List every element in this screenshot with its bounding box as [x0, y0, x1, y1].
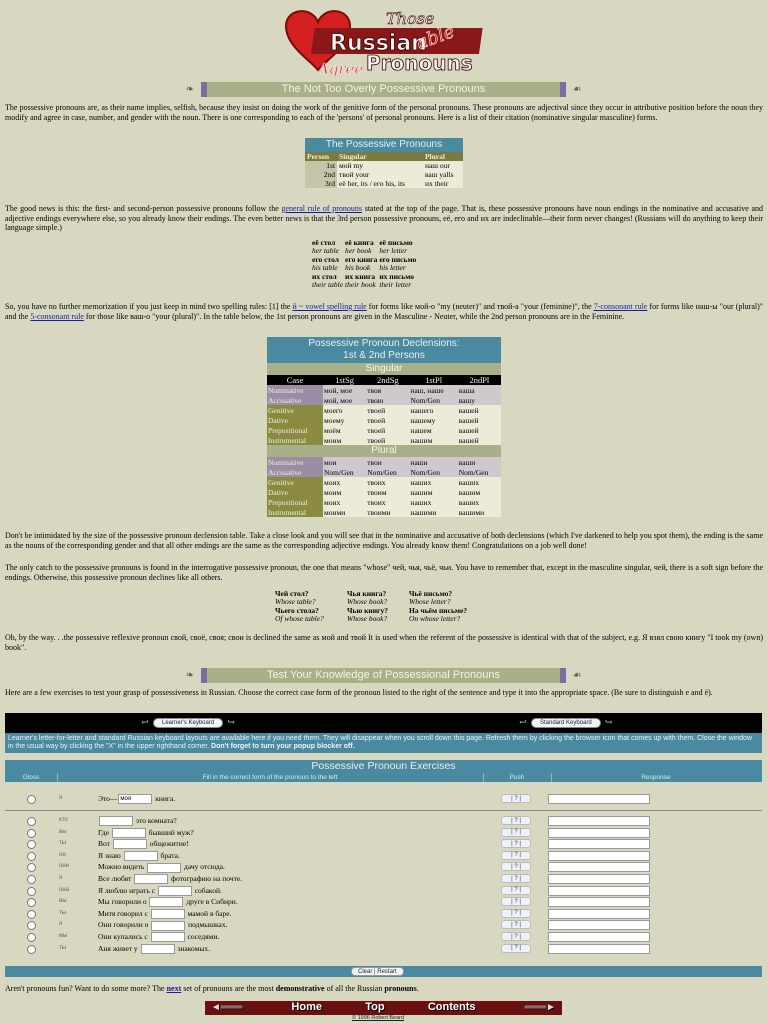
- declension-cell: Nom/Gen: [323, 467, 366, 477]
- gloss-pronoun: они: [59, 863, 70, 870]
- case-label: Prepositional: [267, 497, 323, 507]
- case-label: Dative: [267, 487, 323, 497]
- declension-cell: нашим: [409, 435, 457, 445]
- response-field: [548, 816, 650, 826]
- declension-table: Possessive Pronoun Declensions: 1st & 2nd Persons Singular Case 1stSg 2ndSg 1stPl 2ndPl Nominative мой, мое твоя наш, наше ваша Accusative мой, мое твою Nom/Gen вашу Genitive моего твоей нашего вашей Dative моему твоей нашему вашей Prepositional моём твоей нашем вашей Instrumental моим твоей нашим вашей Plural Nominative мои твои наши ваши Accusative Nom/Gen Nom/Gen Nom/Gen Nom/Gen Genitive моих твоих наших ваших Dative моим твоим нашим вашим Prepositional моих твоих наших ваших Instrumental моими твоими нашими вашими: [267, 337, 501, 517]
- declension-cell: твоей: [366, 405, 409, 415]
- exercise-row: [5, 944, 762, 955]
- declension-cell: моих: [323, 477, 366, 487]
- exercise-sentence: Можно видеть дачу отсюда.: [98, 862, 225, 872]
- declension-cell: вашими: [458, 507, 501, 517]
- declension-row: [267, 497, 501, 507]
- declension-cell: мои: [323, 457, 366, 467]
- declension-cell: нашего: [409, 405, 457, 415]
- answer-input[interactable]: [149, 897, 183, 907]
- answer-input[interactable]: [113, 839, 147, 849]
- section-title-bar: [179, 668, 588, 683]
- response-field: [548, 944, 650, 954]
- exercise-sentence: Они купались с соседями.: [98, 932, 220, 941]
- declension-cell: наших: [409, 497, 457, 507]
- exercise-sentence: Где бывший муж?: [98, 827, 194, 837]
- interrogative-paragraph: The only catch to the possessive pronouns is found in the interrogative possessive pronoun, the one that means "whose" чей, чья, чьё, чьи. You have to remember that, except in the masculine singular, чей, there is a soft sign before the endings. Otherwise, this possessive pronoun declines like all others.: [5, 563, 763, 582]
- answer-input[interactable]: [141, 944, 175, 954]
- seven-consonant-rule-link[interactable]: 7-consonant rule: [593, 302, 648, 311]
- exercises-column-headers: Gloss Fill in the correct form of the pronoun to the left Push Response: [5, 773, 762, 782]
- vowel-spelling-rule-link[interactable]: й ~ vowel spelling rule: [292, 302, 367, 311]
- gloss-radio[interactable]: [27, 817, 36, 826]
- gloss-pronoun: я: [59, 795, 63, 801]
- response-field: [548, 886, 650, 896]
- site-logo: [278, 4, 492, 76]
- swirl-arrow-icon: ↪: [227, 717, 235, 728]
- declension-row: [267, 415, 501, 425]
- push-hint-button[interactable]: | ? |: [501, 897, 531, 906]
- declension-row: [267, 507, 501, 517]
- swirl-ornament-icon: ☙: [572, 83, 582, 95]
- gloss-pronoun: ты: [59, 840, 67, 847]
- contents-button[interactable]: Contents: [427, 1001, 476, 1014]
- response-field: [548, 920, 650, 930]
- table-row: 3rd её her, its / его his, its их their: [305, 179, 463, 188]
- push-hint-button[interactable]: | ? |: [501, 874, 531, 883]
- gloss-radio[interactable]: [27, 852, 36, 861]
- possessive-pronouns-table: The Possessive Pronouns Person Singular Plural 1st мой my наш our 2nd твой your ваш yalls 3rd её her, its / его his, its их their: [305, 138, 463, 188]
- declension-cell: ваша: [458, 385, 501, 395]
- gloss-pronoun: вы: [59, 828, 67, 835]
- general-rule-link[interactable]: general rule of pronouns: [281, 204, 363, 213]
- plural-header: Plural: [267, 445, 501, 457]
- swirl-ornament-icon: ☙: [572, 669, 582, 681]
- swirl-arrow-icon: ↩: [141, 717, 149, 728]
- swirl-ornament-icon: ❧: [185, 83, 195, 95]
- response-field: [548, 839, 650, 849]
- gloss-pronoun: он: [59, 851, 66, 858]
- case-label: Nominative: [267, 457, 323, 467]
- singular-header: Singular: [267, 363, 501, 375]
- case-label: Nominative: [267, 385, 323, 395]
- declension-cell: твоим: [366, 487, 409, 497]
- declension-cell: наши: [409, 457, 457, 467]
- gloss-radio[interactable]: [27, 910, 36, 919]
- svg-text:able: able: [413, 21, 458, 54]
- case-label: Accusative: [267, 395, 323, 405]
- exercise-row: [5, 851, 762, 862]
- declension-cell: вашу: [458, 395, 501, 405]
- declension-cell: моих: [323, 497, 366, 507]
- push-hint-button[interactable]: | ? |: [501, 944, 531, 953]
- declension-cell: нашими: [409, 507, 457, 517]
- gloss-pronoun: ты: [59, 909, 67, 916]
- answer-input[interactable]: [112, 828, 146, 838]
- exercise-sentence: Я знаю брата.: [98, 850, 180, 860]
- push-hint-button[interactable]: | ? |: [501, 920, 531, 929]
- case-label: Genitive: [267, 477, 323, 487]
- table-row: 2nd твой your ваш yalls: [305, 170, 463, 179]
- declension-row: [267, 477, 501, 487]
- gloss-pronoun: я: [59, 875, 63, 881]
- gloss-radio[interactable]: [27, 863, 36, 872]
- exercise-row: [5, 897, 762, 908]
- case-label: Instrumental: [267, 435, 323, 445]
- top-button[interactable]: Top: [365, 1001, 385, 1014]
- exercise-sentence: Я люблю играть с собакой.: [98, 885, 222, 895]
- clear-restart-button[interactable]: Clear | Restart: [351, 967, 404, 976]
- exercises-title: Possessive Pronoun Exercises: [5, 760, 762, 773]
- gloss-radio[interactable]: [27, 933, 36, 942]
- table-row: 1st мой my наш our: [305, 161, 463, 170]
- gloss-radio[interactable]: [27, 898, 36, 907]
- case-label: Instrumental: [267, 507, 323, 517]
- section-title: Test Your Knowledge of Possessional Pronouns: [207, 668, 560, 683]
- declension-cell: твоих: [366, 477, 409, 487]
- declension-cell: вашей: [458, 405, 501, 415]
- answer-input[interactable]: [147, 863, 181, 873]
- answer-input[interactable]: [151, 921, 185, 931]
- svg-text:Russian: Russian: [330, 31, 427, 56]
- gloss-pronoun: вы: [59, 898, 67, 905]
- declension-cell: твою: [366, 395, 409, 405]
- push-hint-button[interactable]: | ? |: [501, 828, 531, 837]
- keyboard-panel: [5, 713, 762, 753]
- answer-input[interactable]: [134, 874, 168, 884]
- next-link[interactable]: next: [166, 984, 182, 993]
- declension-cell: твоей: [366, 435, 409, 445]
- declension-cell: нашем: [409, 425, 457, 435]
- declension-cell: Nom/Gen: [409, 467, 457, 477]
- intro-paragraph: The possessive pronouns are, as their name implies, selfish, because they insist on doing the work of the genitive form of the personal pronouns. These pronouns are adjectival since they occur in attributive position before the noun they modify and agree in case, number, and gender with the noun. There is one corresponding to each of the 'persons' of personal pronouns. Here is a list of their citation (nominative singular masculine) forms.: [5, 103, 763, 122]
- gloss-radio[interactable]: [27, 887, 36, 896]
- exercise-sentence: Аня живет у знакомых.: [98, 943, 211, 953]
- case-label: Genitive: [267, 405, 323, 415]
- general-rule-paragraph: The good news is this: the first- and second-person possessive pronouns follow the general rule of pronouns stated at the top of the page. That is, these possessive pronouns have noun endings in the nominative and accusative and adjective endings everywhere else, so you already know their endings. The even better news is that the 3rd person possessive pronouns, её, его and их are indeclinable—their form never changes! (Russians will do anything to keep their language simple.): [5, 204, 764, 232]
- section-title-bar: [179, 82, 588, 97]
- exercise-sentence: Они говорили о подмышках.: [98, 920, 228, 930]
- answer-input[interactable]: [158, 886, 192, 896]
- case-label: Accusative: [267, 467, 323, 477]
- gloss-radio[interactable]: [27, 840, 36, 849]
- gloss-pronoun: ты: [59, 944, 67, 951]
- response-field: [548, 794, 650, 804]
- section-title: The Not Too Overly Possessive Pronouns: [207, 82, 560, 97]
- answer-input[interactable]: [151, 932, 185, 942]
- push-hint-button[interactable]: | ? |: [501, 886, 531, 895]
- response-field: [548, 897, 650, 907]
- bottom-navigation: [205, 1001, 562, 1015]
- response-field: [548, 851, 650, 861]
- five-consonant-rule-link[interactable]: 5-consonant rule: [30, 311, 84, 321]
- gloss-radio[interactable]: [27, 829, 36, 838]
- case-label: Dative: [267, 415, 323, 425]
- declension-row: [267, 457, 501, 467]
- spelling-rules-paragraph: So, you have no further memorization if you just keep in mind two spelling rules: [1] the й ~ vowel spelling rule for forms like мой-о "my (neuter)" and твой-а "your (feminine)", the 7-consonant rule for forms like наш-ы "our (plural)" and the 5-consonant rule for those like ваш-о "your (plural)". In the table below, the 1st person pronouns are given in the Masculine - Neuter, while the 2nd person pronouns are in the Feminine.: [5, 302, 764, 321]
- declension-row: [267, 385, 501, 395]
- declension-cell: ваши: [458, 457, 501, 467]
- declension-cell: нашим: [409, 487, 457, 497]
- exercise-row: [5, 909, 762, 920]
- swirl-arrow-icon: ↩: [519, 717, 527, 728]
- push-hint-button[interactable]: | ? |: [501, 794, 531, 803]
- copyright-link[interactable]: © 1996 Robert Beard: [352, 1015, 405, 1021]
- exercise-row: [5, 920, 762, 931]
- response-field: [548, 828, 650, 838]
- declension-cell: моим: [323, 435, 366, 445]
- declension-note-paragraph: Don't be intimidated by the size of the possessive pronoun declension table. Take a close look and you will see that in the nominative and accusative of both declensions (which I've darkened to help you spot them), the ending is the same as the nouns of the corresponding gender and that all other endings are the same as the corresponding adjective endings. You already know them! Congratulations on a job well done!: [5, 531, 763, 550]
- singular-rows: [267, 385, 501, 445]
- svg-text:Pronouns: Pronouns: [366, 51, 473, 75]
- declension-cell: вашей: [458, 435, 501, 445]
- declension-cell: твоими: [366, 507, 409, 517]
- declension-cell: мой, мое: [323, 395, 366, 405]
- exercise-row: [5, 874, 762, 885]
- declension-cell: моим: [323, 487, 366, 497]
- previous-arrow-button[interactable]: ◄═══: [211, 1002, 243, 1013]
- push-hint-button[interactable]: | ? |: [501, 851, 531, 860]
- declension-cell: моего: [323, 405, 366, 415]
- exercise-sentence: Митя говорил с мамой в баре.: [98, 908, 232, 918]
- declension-cell: твоей: [366, 425, 409, 435]
- exercise-row: [5, 816, 762, 827]
- gloss-radio[interactable]: [27, 875, 36, 884]
- gloss-pronoun: она: [59, 886, 69, 893]
- table-caption: The Possessive Pronouns: [305, 138, 463, 152]
- declension-cell: ваших: [458, 477, 501, 487]
- exercise-row: [5, 932, 762, 943]
- plural-rows: [267, 457, 501, 517]
- swirl-arrow-icon: ↪: [604, 717, 613, 728]
- response-field: [548, 909, 650, 919]
- declension-cell: моими: [323, 507, 366, 517]
- declension-cell: твоих: [366, 497, 409, 507]
- declension-cell: вашим: [458, 487, 501, 497]
- gloss-pronoun: кто: [59, 817, 68, 823]
- gloss-pronoun: я: [59, 921, 63, 928]
- divider: [5, 810, 762, 811]
- learners-keyboard-button[interactable]: Learner's Keyboard: [153, 718, 223, 728]
- closing-paragraph: Aren't pronouns fun? Want to do some more? The next set of pronouns are the most demonstrative of all the Russian pronouns.: [5, 984, 419, 993]
- gloss-radio[interactable]: [27, 795, 36, 804]
- declension-row: [267, 487, 501, 497]
- response-field: [548, 874, 650, 884]
- svg-text:Those: Those: [386, 9, 435, 28]
- next-arrow-button[interactable]: ═══►: [524, 1002, 556, 1013]
- svg-text:Agree: Agree: [318, 60, 364, 76]
- response-field: [548, 862, 650, 872]
- exercise-sentence: это комната?: [98, 816, 177, 826]
- push-hint-button[interactable]: | ? |: [501, 862, 531, 871]
- response-field: [548, 932, 650, 942]
- exercise-intro-paragraph: Here are a few exercises to test your grasp of possessiveness in Russian. Choose the correct case form of the pronoun listed to the right of the sentence and type it into the appropriate space. (Be sure to distinguish е and ё).: [5, 688, 713, 697]
- exercise-row: [5, 839, 762, 850]
- declension-cell: Nom/Gen: [366, 467, 409, 477]
- swirl-ornament-icon: ❧: [185, 669, 195, 681]
- declension-cell: наш, наше: [409, 385, 457, 395]
- exercise-sentence: Все любят фотографию на почте.: [98, 874, 243, 883]
- exercise-row: [5, 828, 762, 839]
- reflexive-paragraph: Oh, by the way. . .the possessive reflexive pronoun свой, своё, своя; свои is declined the same as мой and твой It is used when the referent of the possessive is identical with that of the subject, e.g. Я взял свою книгу "I took my (own) book".: [5, 633, 763, 652]
- declension-cell: твоя: [366, 385, 409, 395]
- exercise-sentence: Вот общежитие!: [98, 839, 189, 849]
- interrogative-examples: Чей стол? Whose table? Чья книга? Whose book? Чьё письмо? Whose letter? Чьего стола? Of whose table? Чью книгу? Whose book? На чьём письме? On whose letter?: [275, 589, 468, 623]
- declension-cell: Nom/Gen: [458, 467, 501, 477]
- answer-input[interactable]: [151, 909, 185, 919]
- exercise-row: [5, 886, 762, 897]
- third-person-examples: её стол her table её книга her book её письмо her letter его стол his table его книга his book его письмо his letter их стол their table их книга their book их письмо their letter: [312, 238, 417, 289]
- declension-cell: ваших: [458, 497, 501, 507]
- push-hint-button[interactable]: | ? |: [501, 839, 531, 848]
- gloss-pronoun: мы: [59, 933, 68, 939]
- declension-cell: моём: [323, 425, 366, 435]
- answer-input[interactable]: [99, 816, 133, 826]
- gloss-radio[interactable]: [27, 921, 36, 930]
- declension-cell: мой, мое: [323, 385, 366, 395]
- keyboard-info: Learner's letter-for-letter and standard Russian keyboard layouts are available here if you need them. They will disappear when you scroll down this page. Refresh them by clicking the browser icon that comes up with them. Close the window in the usual way by clicking the "X" in the upper righthand corner. Don't forget to turn your popup blocker off.: [5, 733, 762, 753]
- declension-row: [267, 467, 501, 477]
- answer-input[interactable]: [118, 794, 152, 804]
- push-hint-button[interactable]: | ? |: [501, 816, 531, 825]
- declension-cell: наших: [409, 477, 457, 487]
- push-hint-button[interactable]: | ? |: [501, 909, 531, 918]
- declension-cell: вашей: [458, 425, 501, 435]
- declension-cell: твоей: [366, 415, 409, 425]
- exercise-sentence: Это—моя книга.: [98, 794, 175, 804]
- clear-bar: [5, 966, 762, 977]
- declension-cell: вашей: [458, 415, 501, 425]
- exercise-row: [5, 862, 762, 873]
- home-button[interactable]: Home: [291, 1001, 322, 1014]
- declension-row: [267, 425, 501, 435]
- standard-keyboard-button[interactable]: Standard Keyboard: [531, 718, 601, 728]
- case-label: Prepositional: [267, 425, 323, 435]
- declension-cell: Nom/Gen: [409, 395, 457, 405]
- gloss-radio[interactable]: [27, 945, 36, 954]
- answer-input[interactable]: [124, 851, 158, 861]
- exercise-sentence: Мы говорили о друге в Сибири.: [98, 897, 238, 907]
- declension-cell: моему: [323, 415, 366, 425]
- exercise-row: [5, 794, 762, 805]
- declension-cell: твои: [366, 457, 409, 467]
- declension-row: [267, 435, 501, 445]
- declension-cell: нашему: [409, 415, 457, 425]
- push-hint-button[interactable]: | ? |: [501, 932, 531, 941]
- declension-row: [267, 405, 501, 415]
- declension-row: [267, 395, 501, 405]
